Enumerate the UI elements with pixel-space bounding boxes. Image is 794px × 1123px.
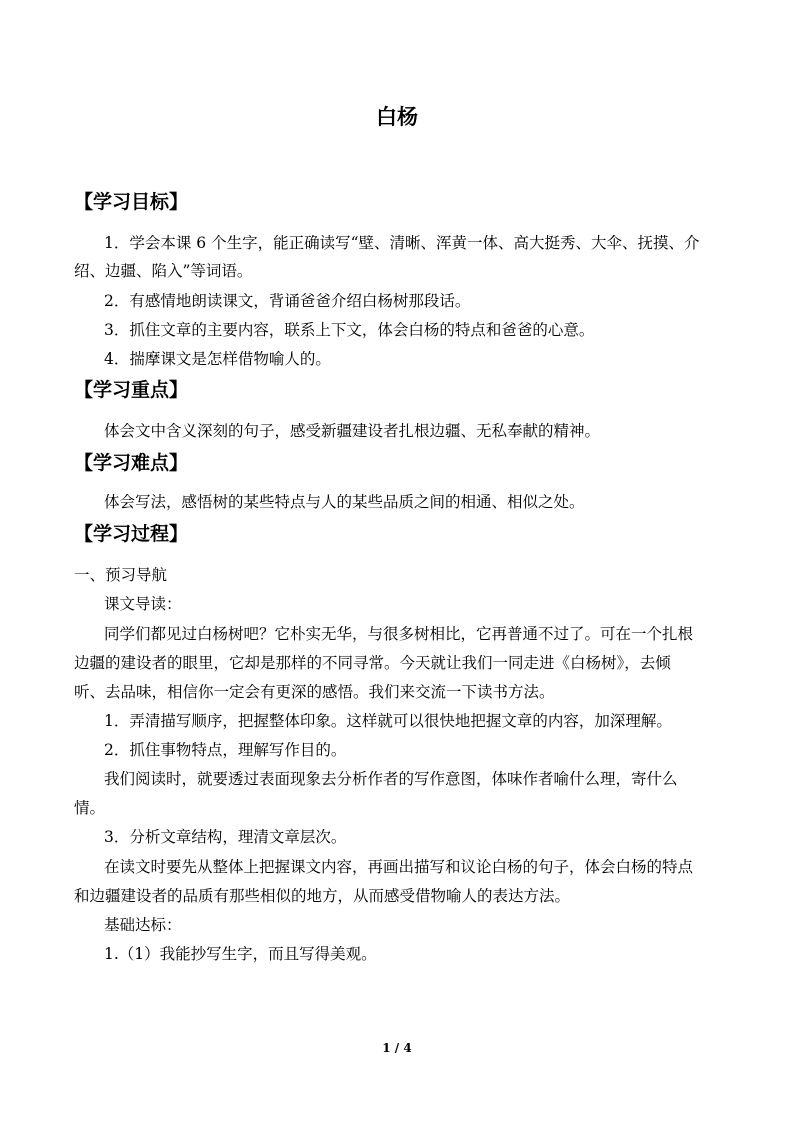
section-heading-process: 【学习过程】 (74, 523, 189, 545)
section-heading-key-points: 【学习重点】 (74, 379, 189, 401)
goal-item-1: 1．学会本课 6 个生字，能正确读写“壁、清晰、浑黄一体、高大挺秀、大伞、抚摸、介 (104, 234, 700, 252)
section-heading-difficulties: 【学习难点】 (74, 452, 189, 474)
goal-item-2: 2．有感情地朗读课文，背诵爸爸介绍白杨树那段话。 (104, 292, 471, 310)
process-paragraph-line: 在读文时要先从整体上把握课文内容，再画出描写和议论白杨的句子，体会白杨的特点 (104, 858, 694, 876)
process-paragraph-line: 情。 (74, 799, 106, 817)
section-heading-goals: 【学习目标】 (74, 191, 189, 213)
process-method-3: 3．分析文章结构，理清文章层次。 (104, 828, 347, 846)
process-paragraph-line: 我们阅读时，就要透过表面现象去分析作者的写作意图，体味作者喻什么理，寄什么 (104, 770, 678, 788)
key-points-text: 体会文中含义深刻的句子，感受新疆建设者扎根边疆、无私奉献的精神。 (104, 422, 601, 440)
process-exercise-1: 1.（1）我能抄写生字，而且写得美观。 (104, 945, 377, 963)
process-paragraph-line: 同学们都见过白杨树吧？它朴实无华，与很多树相比，它再普通不过了。可在一个扎根 (104, 625, 694, 643)
difficulties-text: 体会写法，感悟树的某些特点与人的某些品质之间的相通、相似之处。 (104, 493, 585, 511)
process-method-2: 2．抓住事物特点，理解写作目的。 (104, 741, 347, 759)
goal-item-4: 4．揣摩课文是怎样借物喻人的。 (104, 350, 331, 368)
goal-item-3: 3．抓住文章的主要内容，联系上下文，体会白杨的特点和爸爸的心意。 (104, 321, 595, 339)
process-paragraph-line: 边疆的建设者的眼里，它却是那样的不同寻常。今天就让我们一同走进《白杨树》，去倾 (74, 654, 671, 672)
process-method-1: 1．弄清描写顺序，把握整体印象。这样就可以很快地把握文章的内容，加深理解。 (104, 712, 672, 730)
document-title: 白杨 (376, 104, 418, 129)
process-subheading-preview: 一、预习导航 (74, 566, 168, 584)
process-label-basics: 基础达标： (104, 916, 182, 934)
process-paragraph-line: 听、去品味，相信你一定会有更深的感悟。我们来交流一下读书方法。 (74, 683, 555, 701)
process-paragraph-line: 和边疆建设者的品质有那些相似的地方，从而感受借物喻人的表达方法。 (74, 887, 571, 905)
page-number: 1 / 4 (382, 1041, 412, 1055)
process-label-guide: 课文导读： (104, 595, 182, 613)
goal-item-1-continued: 绍、边疆、陷入”等词语。 (74, 262, 253, 280)
